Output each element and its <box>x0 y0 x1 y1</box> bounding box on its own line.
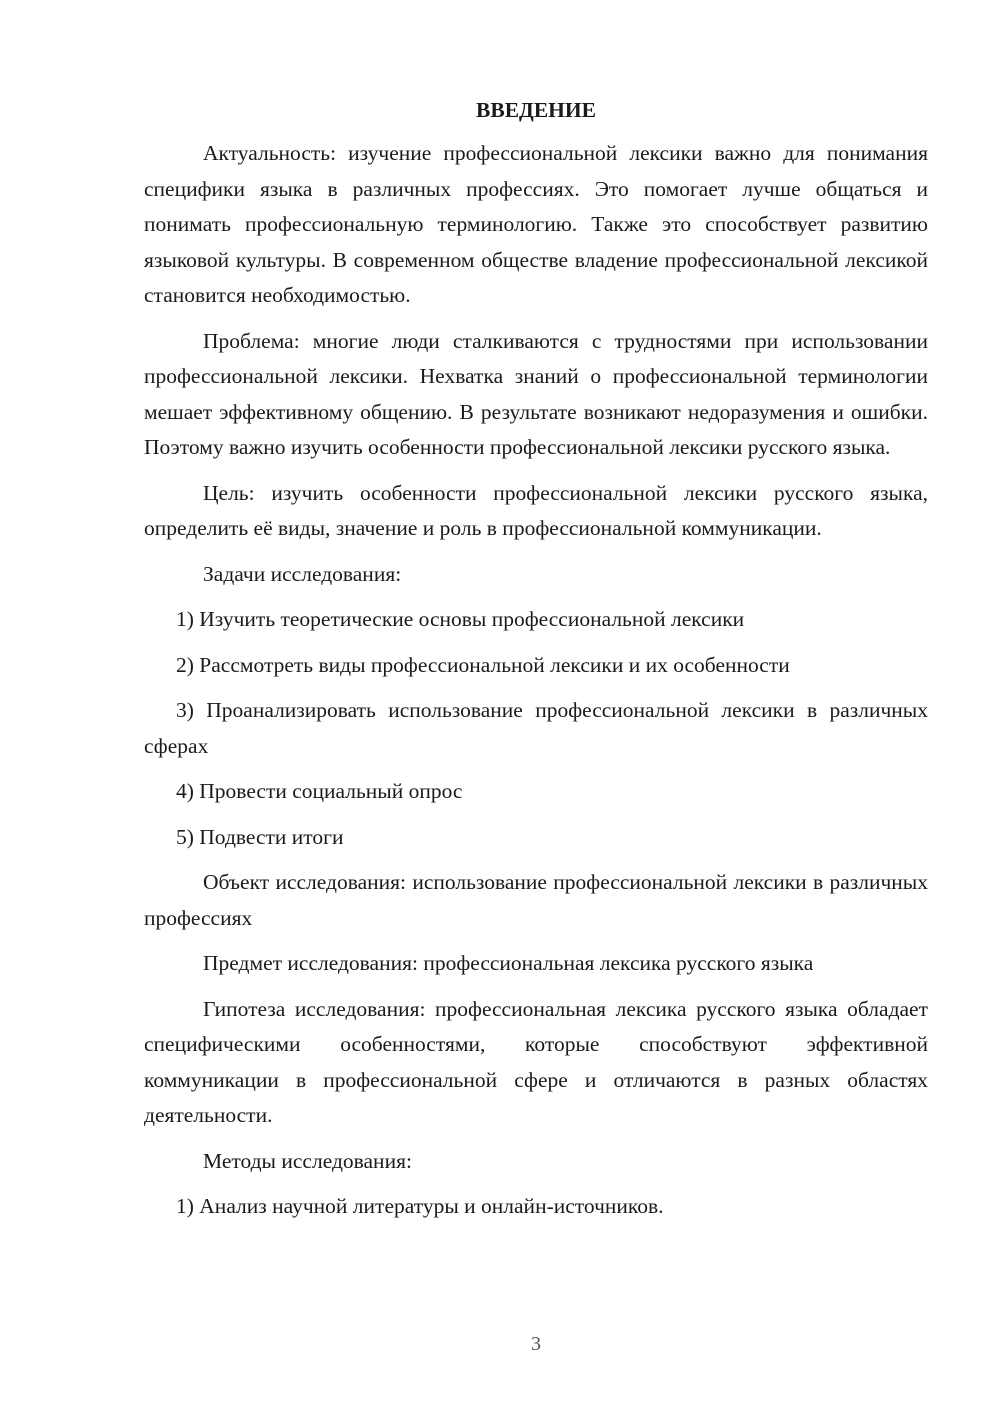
page-number: 3 <box>531 1333 541 1355</box>
task-item: 1) Изучить теоретические основы профессиональной лексики <box>176 607 745 631</box>
page-content <box>144 92 928 1235</box>
paragraph-object: Объект исследования: использование профессиональной лексики в различных профессиях <box>144 870 928 930</box>
task-item: 4) Провести социальный опрос <box>176 779 463 803</box>
paragraph-problem: Проблема: многие люди сталкиваются с трудностями при использовании профессиональной лексики. Нехватка знаний о профессиональной терминологии мешает эффективному общению. В результате возникают недоразумения и ошибки. Поэтому важно изучить особенности профессиональной лексики русского языка. <box>144 328 928 459</box>
tasks-heading: Задачи исследования: <box>203 561 402 586</box>
method-item: 1) Анализ научной литературы и онлайн-источников. <box>176 1194 664 1218</box>
section-title: ВВЕДЕНИЕ <box>476 98 596 122</box>
paragraph-subject: Предмет исследования: профессиональная лексика русского языка <box>203 951 814 975</box>
task-item: 3) Проанализировать использование профессиональной лексики в различных сферах <box>144 698 928 758</box>
task-item: 5) Подвести итоги <box>176 824 344 849</box>
task-item: 2) Рассмотреть виды профессиональной лексики и их особенности <box>176 652 790 677</box>
methods-heading: Методы исследования: <box>203 1148 412 1173</box>
paragraph-goal: Цель: изучить особенности профессиональной лексики русского языка, определить её виды, значение и роль в профессиональной коммуникации. <box>144 480 928 540</box>
paragraph-relevance: Актуальность: изучение профессиональной лексики важно для понимания специфики языка в различных профессиях. Это помогает лучше общаться и понимать профессиональную терминологию. Также это способствует развитию языковой культуры. В современном обществе владение профессиональной лексикой становится необходимостью. <box>144 141 928 307</box>
paragraph-hypothesis: Гипотеза исследования: профессиональная лексика русского языка обладает специфическими особенностями, которые способствуют эффективной коммуникации в профессиональной сфере и отличаются в разных областях деятельности. <box>144 996 928 1127</box>
